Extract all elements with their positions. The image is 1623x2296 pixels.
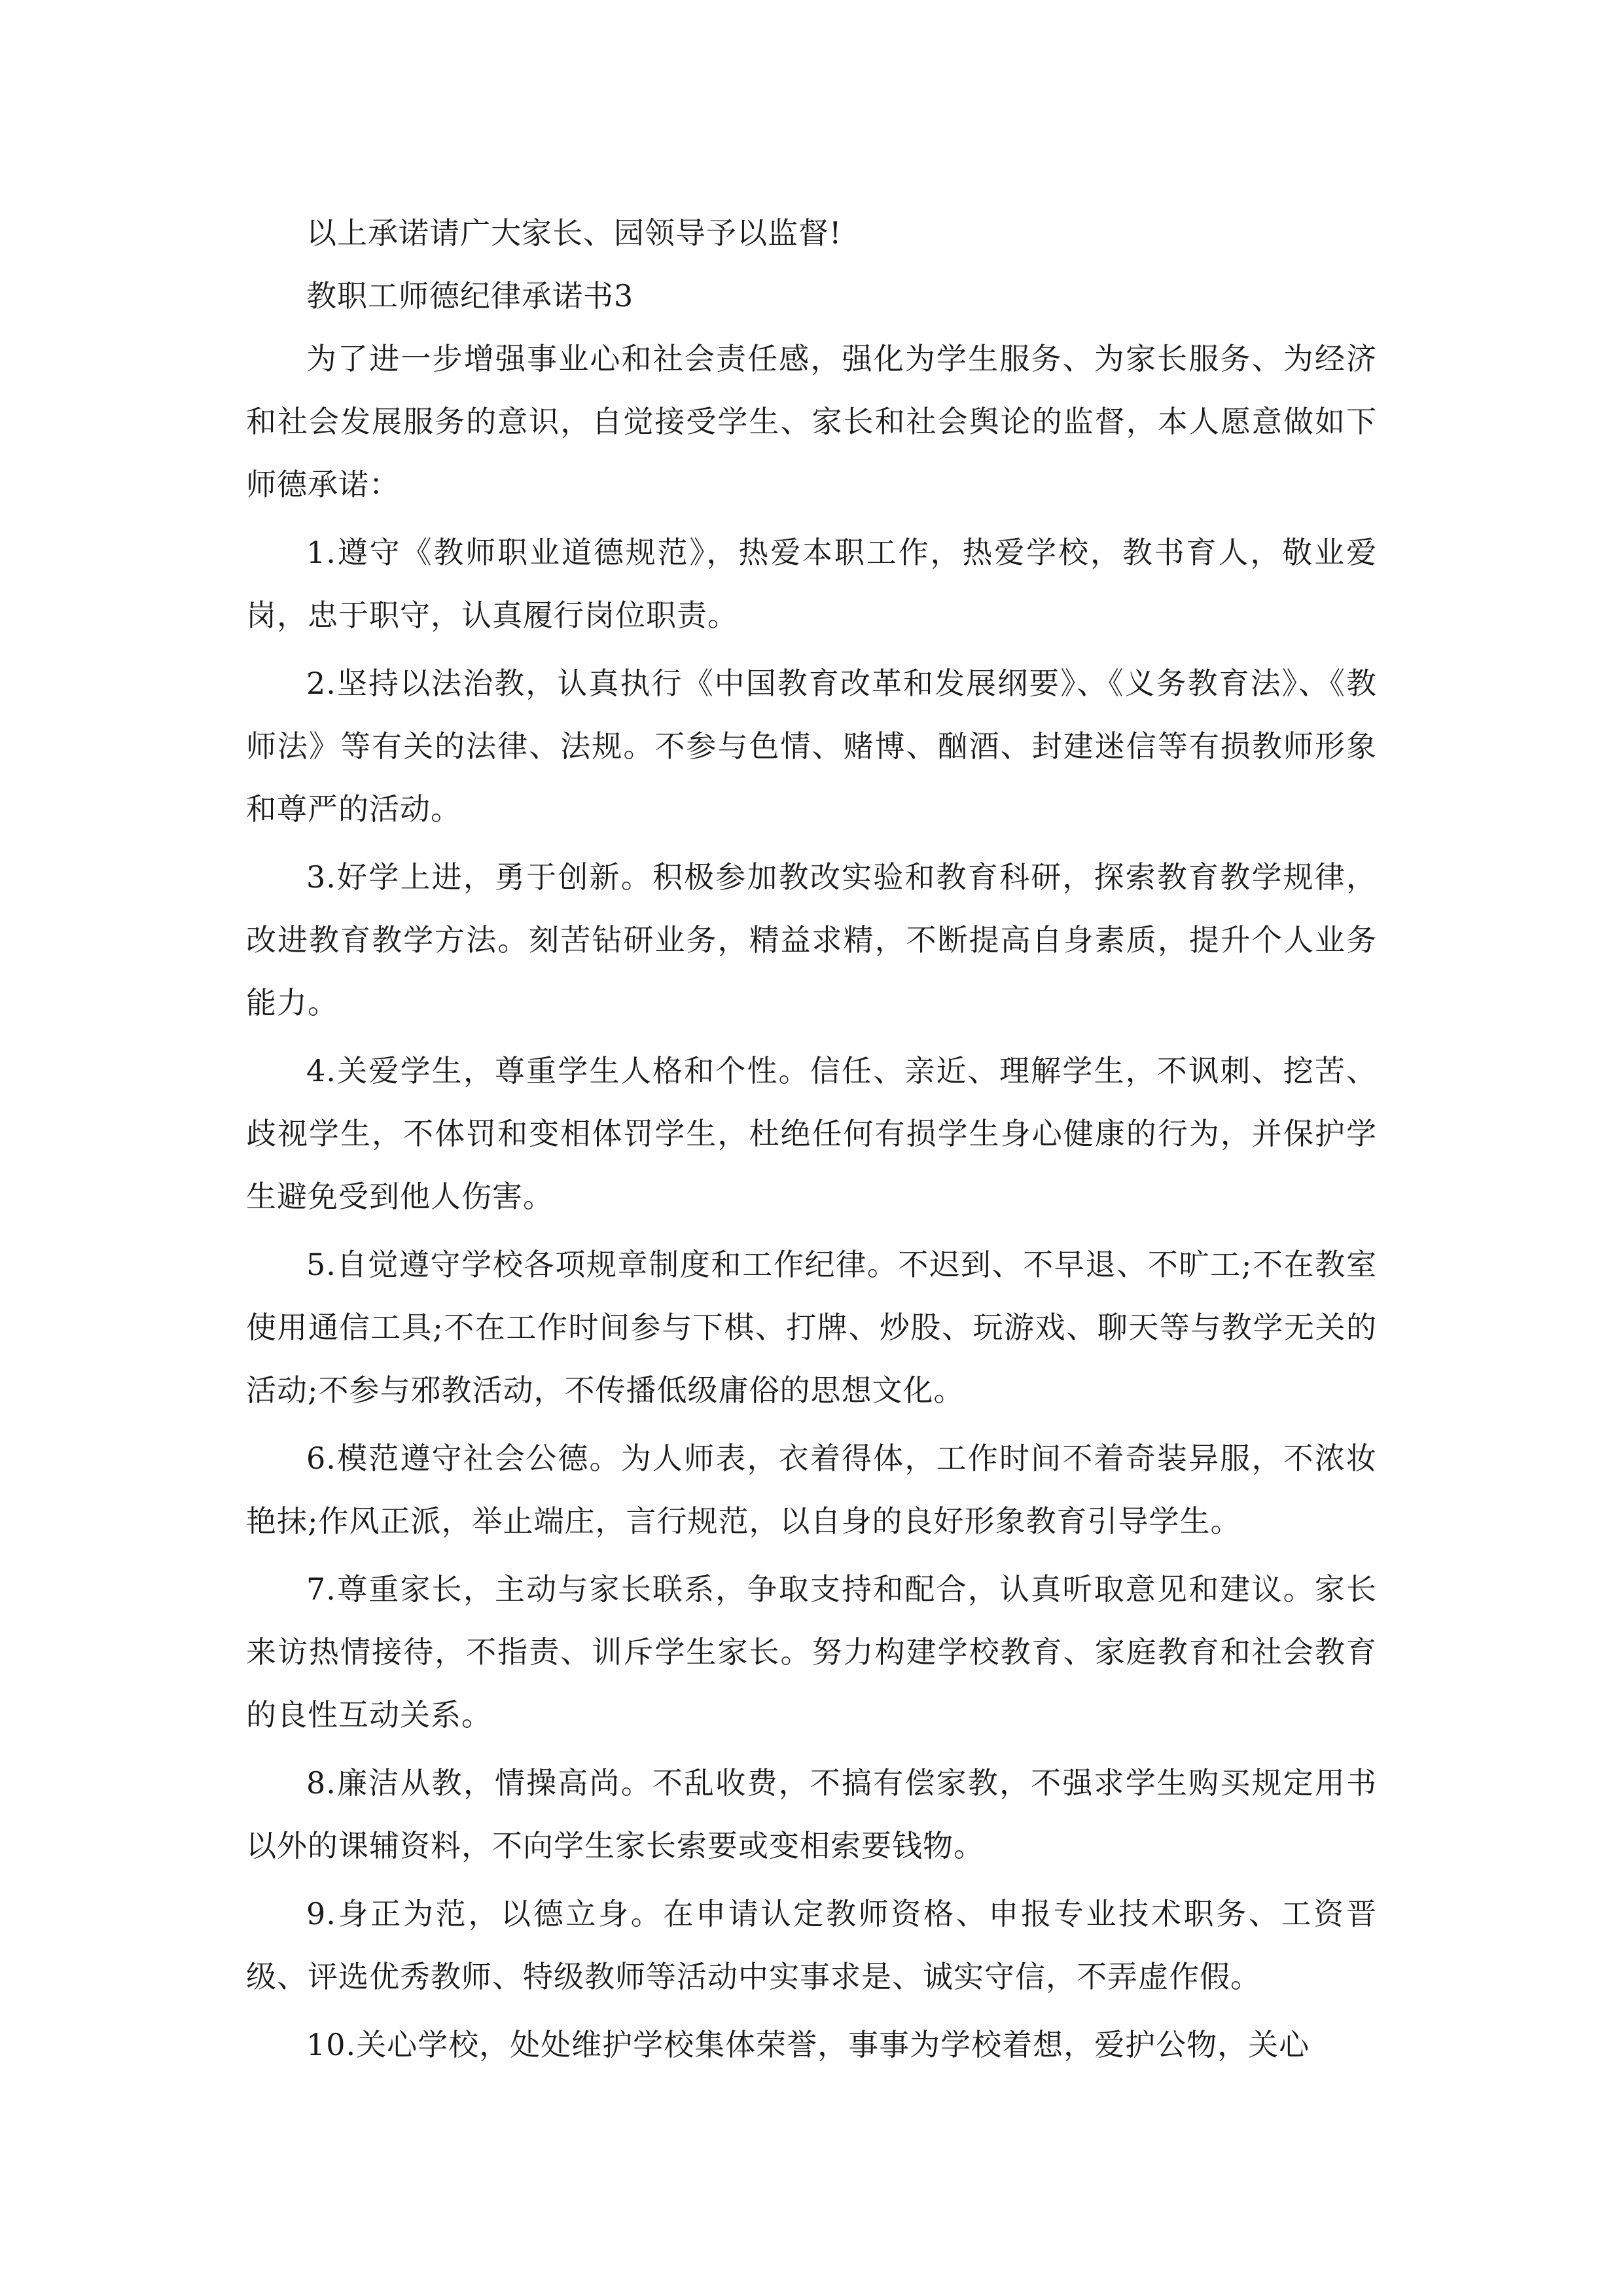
pledge-item-8: 8.廉洁从教，情操高尚。不乱收费，不搞有偿家教，不强求学生购买规定用书以外的课辅资料，不向学生家长索要或变相索要钱物。 (246, 1765, 1377, 1863)
pledge-item-3: 3.好学上进，勇于创新。积极参加教改实验和教育科研，探索教育教学规律，改进教育教学方法。刻苦钻研业务，精益求精，不断提高自身素质，提升个人业务能力。 (246, 859, 1377, 1020)
pledge-item-4: 4.关爱学生，尊重学生人格和个性。信任、亲近、理解学生，不讽刺、挖苦、歧视学生，不体罚和变相体罚学生，杜绝任何有损学生身心健康的行为，并保护学生避免受到他人伤害。 (246, 1053, 1377, 1214)
pledge-item-10: 10.关心学校，处处维护学校集体荣誉，事事为学校着想，爱护公物，关心 (306, 2027, 1310, 2062)
pledge-item-9: 9.身正为范，以德立身。在申请认定教师资格、申报专业技术职务、工资晋级、评选优秀教师、特级教师等活动中实事求是、诚实守信，不弄虚作假。 (246, 1896, 1377, 1994)
document-page (246, 202, 1377, 2076)
pledge-item-2: 2.坚持以法治教，认真执行《中国教育改革和发展纲要》、《义务教育法》、《教师法》等有关的法律、法规。不参与色情、赌博、酗酒、封建迷信等有损教师形象和尊严的活动。 (246, 666, 1377, 827)
pledge-item-7: 7.尊重家长，主动与家长联系，争取支持和配合，认真听取意见和建议。家长来访热情接待，不指责、训斥学生家长。努力构建学校教育、家庭教育和社会教育的良性互动关系。 (246, 1571, 1377, 1732)
pledge-item-1: 1.遵守《教师职业道德规范》，热爱本职工作，热爱学校，教书育人，敬业爱岗，忠于职守，认真履行岗位职责。 (246, 535, 1377, 633)
closing-line: 以上承诺请广大家长、园领导予以监督! (306, 215, 842, 251)
intro-paragraph: 为了进一步增强事业心和社会责任感，强化为学生服务、为家长服务、为经济和社会发展服务的意识，自觉接受学生、家长和社会舆论的监督，本人愿意做如下师德承诺： (246, 341, 1377, 502)
document-title: 教职工师德纪律承诺书3 (306, 278, 634, 314)
pledge-item-5: 5.自觉遵守学校各项规章制度和工作纪律。不迟到、不早退、不旷工;不在教室使用通信工具;不在工作时间参与下棋、打牌、炒股、玩游戏、聊天等与教学无关的活动;不参与邪教活动，不传播低级庸俗的思想文化。 (246, 1247, 1377, 1408)
pledge-item-6: 6.模范遵守社会公德。为人师表，衣着得体，工作时间不着奇装异服，不浓妆艳抹;作风正派，举止端庄，言行规范，以自身的良好形象教育引导学生。 (246, 1441, 1377, 1539)
